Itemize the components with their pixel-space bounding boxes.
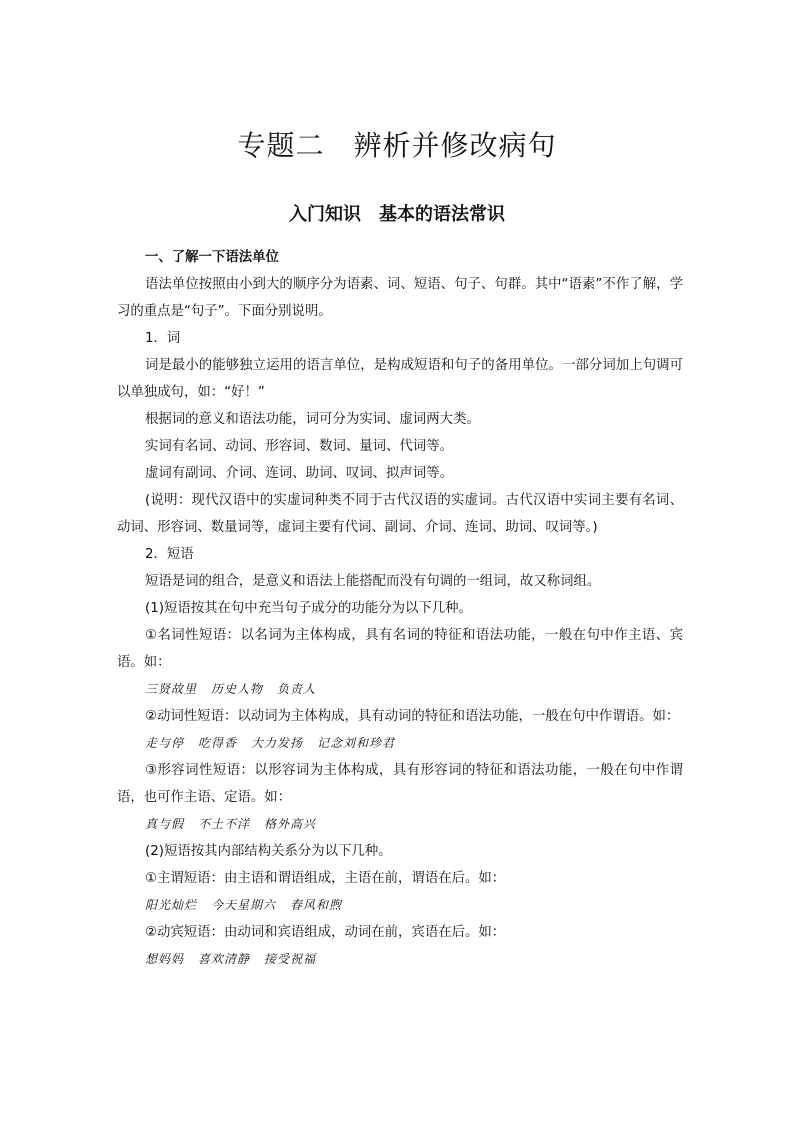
paragraph: ③形容词性短语：以形容词为主体构成，具有形容词的特征和语法功能，一般在句中作谓语，也可作主语、定语。如： [117,763,683,805]
example-line [117,946,683,973]
example-item: 真与假 [145,817,185,831]
example-item: 历史人物 [211,682,264,696]
example-item: 今天星期六 [211,898,277,912]
example-item: 三贤故里 [145,682,198,696]
example-item: 走与停 [145,736,185,750]
document-body [117,244,683,973]
example-item: 春风和煦 [290,898,343,912]
example-item: 接受祝福 [264,952,317,966]
paragraph: ①主谓短语：由主语和谓语组成，主语在前，谓语在后。如： [145,871,506,886]
example-item: 大力发扬 [251,736,304,750]
example-item: 负责人 [277,682,317,696]
paragraph: 根据词的意义和语法功能，词可分为实词、虚词两大类。 [145,412,480,427]
paragraph: 短语是词的组合，是意义和语法上能搭配而没有句调的一组词，故又称词组。 [145,574,601,589]
subheading-duanyu: 2．短语 [145,547,194,562]
paragraph: ②动宾短语：由动词和宾语组成，动词在前，宾语在后。如： [145,925,506,940]
example-item: 吃得香 [198,736,238,750]
example-item: 记念刘和珍君 [317,736,396,750]
paragraph: (2)短语按其内部结构关系分为以下几种。 [145,844,392,859]
paragraph: ②动词性短语：以动词为主体构成，具有动词的特征和语法功能，一般在句中作谓语。如： [145,709,680,724]
example-item: 格外高兴 [264,817,317,831]
example-item: 想妈妈 [145,952,185,966]
paragraph: 语法单位按照由小到大的顺序分为语素、词、短语、句子、句群。其中“语素”不作了解，学习的重点是“句子”。下面分别说明。 [117,277,683,319]
example-line [117,811,683,838]
example-line [117,676,683,703]
paragraph: 虚词有副词、介词、连词、助词、叹词、拟声词等。 [145,466,453,481]
example-item: 不土不洋 [198,817,251,831]
paragraph: 实词有名词、动词、形容词、数词、量词、代词等。 [145,439,453,454]
example-line [117,730,683,757]
section-subtitle: 入门知识 基本的语法常识 [289,204,505,225]
paragraph: 词是最小的能够独立运用的语言单位，是构成短语和句子的备用单位。一部分词加上句调可以单独成句，如：“好！” [117,358,683,400]
example-item: 阳光灿烂 [145,898,198,912]
example-line [117,892,683,919]
paragraph: (说明：现代汉语中的实虚词种类不同于古代汉语的实虚词。古代汉语中实词主要有名词、动词、形容词、数量词等，虚词主要有代词、副词、介词、连词、助词、叹词等。) [117,493,683,535]
page-title: 专题二 辨析并修改病句 [237,129,557,162]
paragraph: ①名词性短语：以名词为主体构成，具有名词的特征和语法功能，一般在句中作主语、宾语。如： [117,628,683,670]
example-item: 喜欢清静 [198,952,251,966]
paragraph: (1)短语按其在句中充当句子成分的功能分为以下几种。 [145,601,472,616]
subheading-ci: 1．词 [145,331,181,346]
section-heading: 一、了解一下语法单位 [145,250,279,265]
